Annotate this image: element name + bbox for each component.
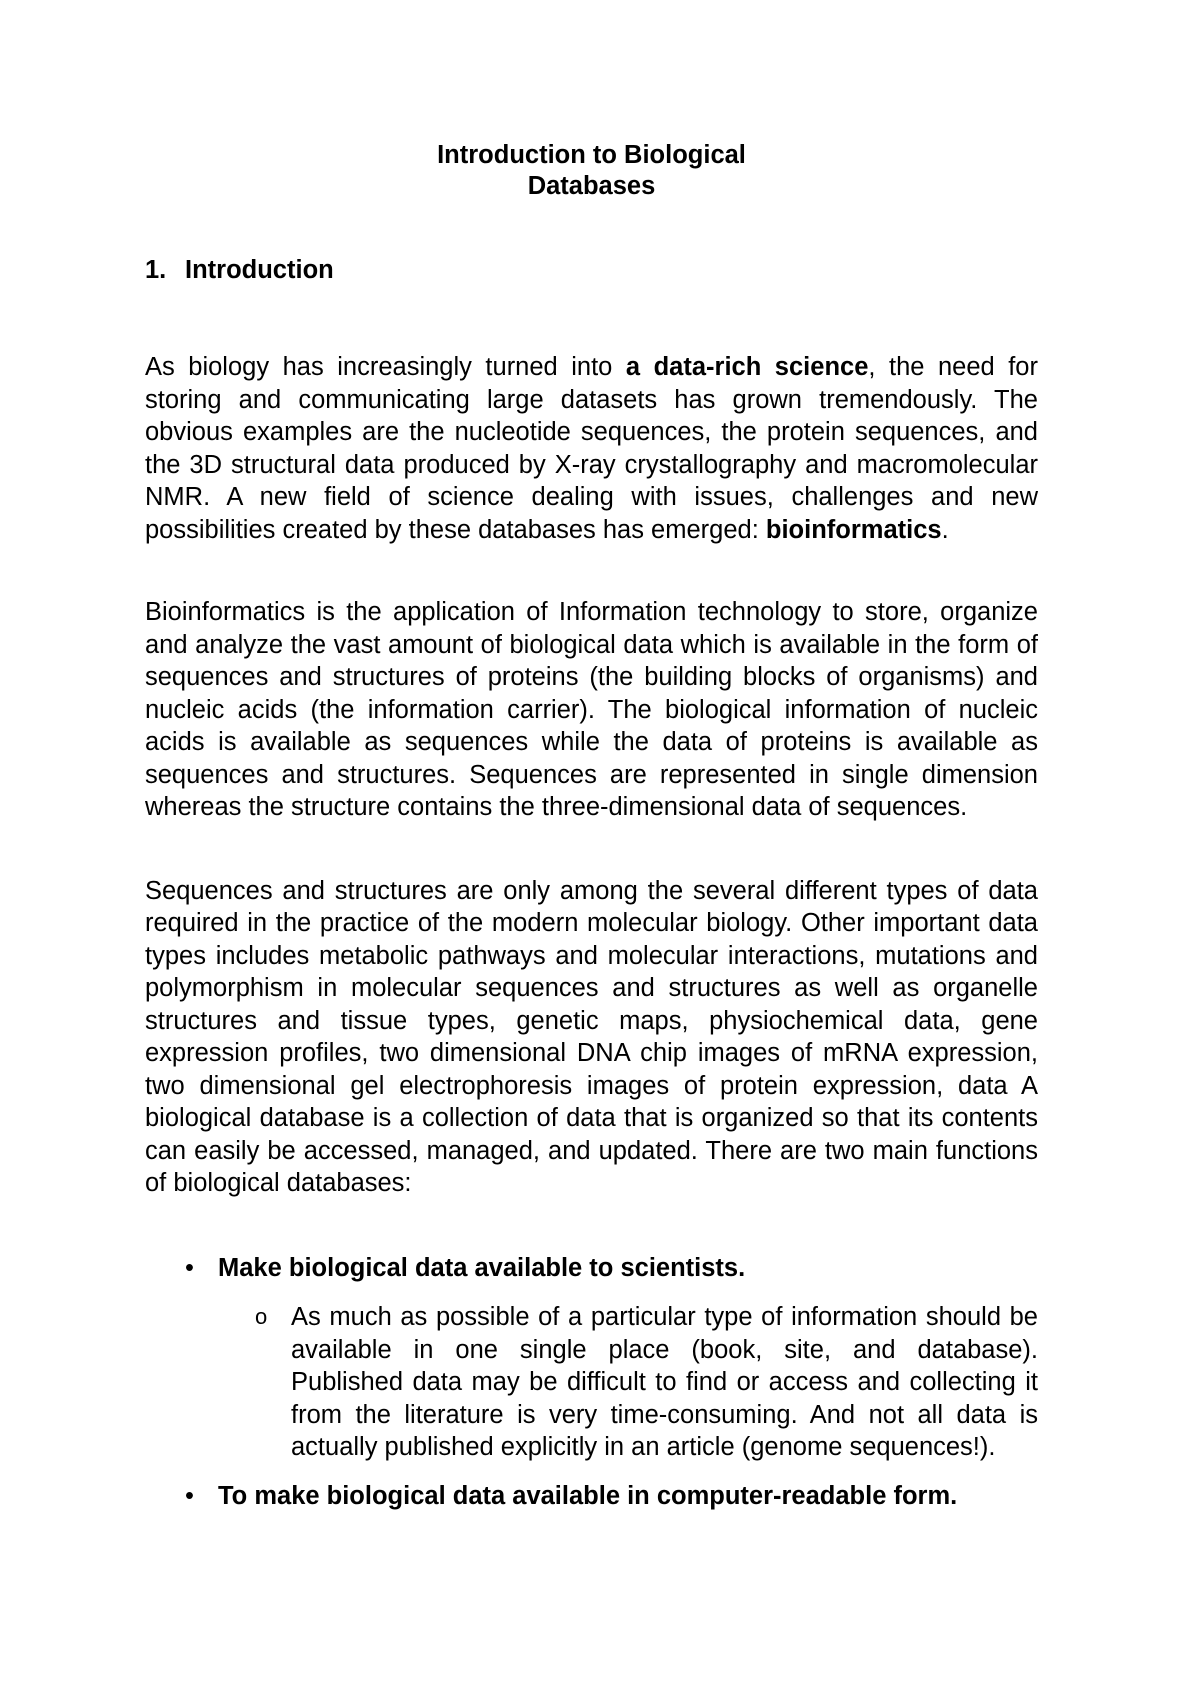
list-item: [145, 1252, 1038, 1464]
paragraph-intro-emphasis-data-rich: a data-rich science: [625, 353, 869, 381]
title-line-2: Databases: [527, 172, 656, 200]
paragraph-intro: [145, 351, 1038, 546]
functions-list: [145, 1252, 1038, 1513]
bullet-label: To make biological data available in computer-readable form.: [218, 1481, 958, 1510]
bullet-icon: •: [185, 1481, 194, 1510]
section-heading: [145, 254, 1038, 286]
section-title: Introduction: [185, 256, 334, 284]
paragraph-data-types: Sequences and structures are only among the several different types of data required in the practice of the modern molecular biology. Other important data types includes metabolic pathways and molecular interactions, mutations and polymorphism in molecular sequences and structures as well as organelle structures and tissue types, genetic maps, physiochemical data, gene expression profiles, two dimensional DNA chip images of mRNA expression, two dimensional gel electrophoresis images of protein expression, data A biological database is a collection of data that is organized so that its contents can easily be accessed, managed, and updated. There are two main functions of biological databases:: [145, 876, 1038, 1197]
document-page: [145, 140, 1038, 1512]
list-item: [145, 1480, 1038, 1513]
paragraph-intro-text-e: .: [941, 515, 949, 544]
sub-list-item: [145, 1301, 1038, 1464]
circle-bullet-icon: o: [255, 1304, 268, 1329]
bullet-label: Make biological data available to scientists.: [218, 1253, 746, 1282]
title-line-1: Introduction to Biological: [437, 141, 746, 169]
paragraph-bioinformatics: Bioinformatics is the application of Information technology to store, organize and analyze the vast amount of biological data which is available in the form of sequences and structures of proteins (the building blocks of organisms) and nucleic acids (the information carrier). The biological information of nucleic acids is available as sequences while the data of proteins is available as sequences and structures. Sequences are represented in single dimension whereas the structure contains the three-dimensional data of sequences.: [145, 598, 1038, 821]
paragraph-intro-text-c: , the need for storing and communicating large datasets has grown tremendously. The obvious examples are the nucleotide sequences, the protein sequences, and the 3D structural data produced by X-ray crystallography and macromolecular NMR. A new field of science dealing with issues, challenges and new possibilities created by these databases has emerged:: [145, 353, 1038, 544]
section-number: 1.: [145, 256, 167, 284]
paragraph-intro-text-a: As biology has increasingly turned into: [145, 353, 626, 381]
document-title: [145, 140, 1038, 202]
paragraph-intro-emphasis-bioinformatics: bioinformatics: [765, 515, 942, 544]
sub-list: [145, 1301, 1038, 1464]
bullet-icon: •: [185, 1253, 194, 1282]
sub-list-text: As much as possible of a particular type of information should be available in one single place (book, site, and database). Published data may be difficult to find or access and collecting it from the literature is very time-consuming. And not all data is actually published explicitly in an article (genome sequences!).: [291, 1303, 1038, 1461]
